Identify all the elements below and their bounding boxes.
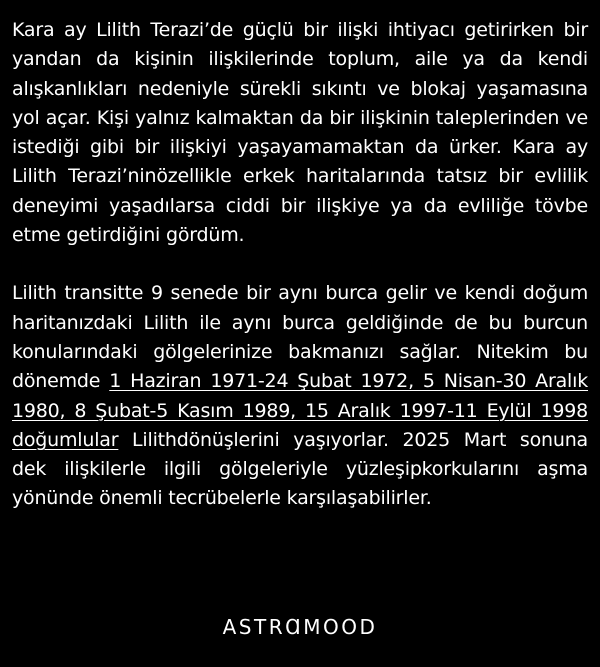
article-body (12, 16, 588, 514)
paragraph-2-intro: Lilith transitte 9 senede bir aynı burca gelir ve kendi doğum haritanızdaki Lilith ile aynı burca geldiğinde de bu burcun konularındaki gölgelerinize bakmanızı sağlar. Nitekim bu dönemde (12, 282, 588, 393)
brand-logo: ASTRⱭMOOD (222, 615, 378, 639)
birth-date-ranges: 1 Haziran 1971-24 Şubat 1972, 5 Nisan-30 Aralık 1980, 8 Şubat-5 Kasım 1989, 15 Aralık 1997-11 Eylül 1998 doğumlular (12, 370, 589, 451)
paragraph-2-outro: Lilithdönüşlerini yaşıyorlar. 2025 Mart sonuna dek ilişkilerle ilgili gölgeleriyle yüzleşipkorkularını aşma yönünde önemli tecrübelerle karşılaşabilirler. (12, 428, 588, 510)
paragraph-1: Kara ay Lilith Terazi’de güçlü bir ilişki ihtiyacı getirirken bir yandan da kişinin ilişkilerinde toplum, aile ya da kendi alışkanlıkları nedeniyle sürekli sıkıntı ve blokaj yaşamasına yol açar. Kişi yalnız kalmaktan da bir ilişkinin taleplerinden ve istediği gibi bir ilişkiyi yaşayamamaktan da ürker. Kara ay Lilith Terazi’ninözellikle erkek haritalarında tatsız bir evlilik deneyimi yaşadılarsa ciddi bir ilişkiye ya da evliliğe tövbe etme getirdiğini gördüm. (12, 19, 588, 247)
paragraph-2 (12, 279, 588, 513)
